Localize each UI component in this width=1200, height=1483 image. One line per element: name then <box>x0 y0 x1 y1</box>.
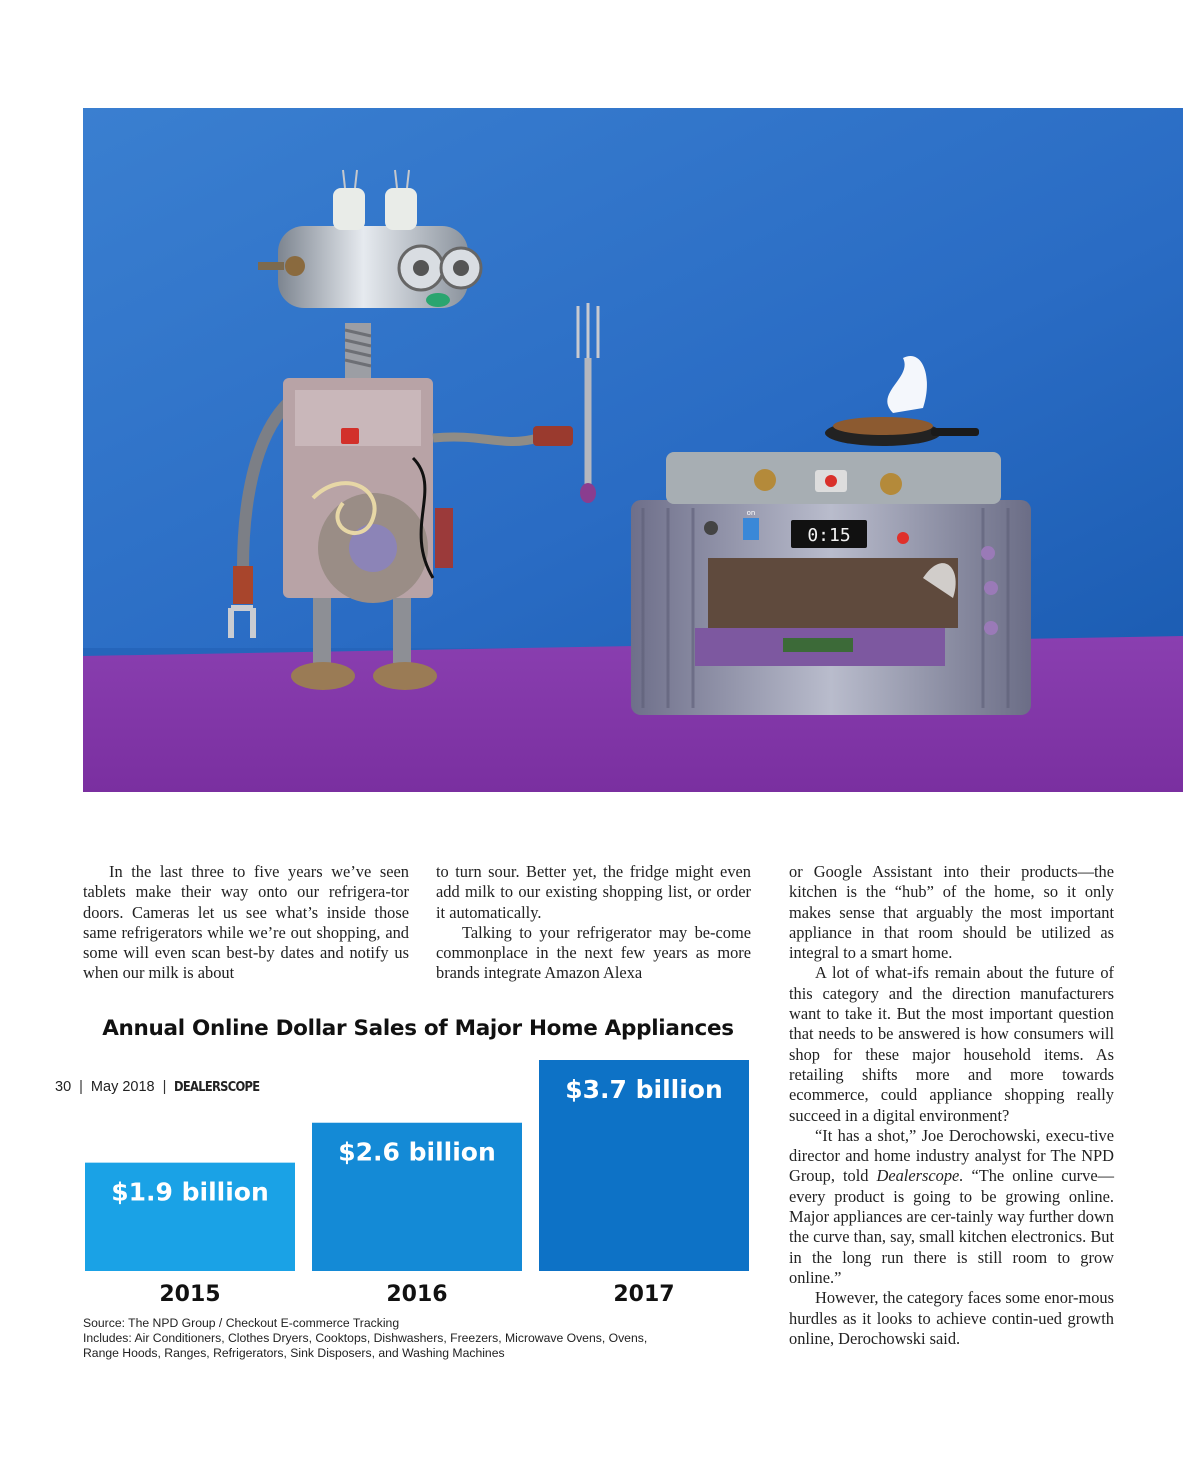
article-paragraph: However, the category faces some enor-mous hurdles as it looks to achieve contin-ued growth online, Derochowski said. <box>789 1288 1114 1348</box>
robot-kitchen-illustration <box>83 108 1183 792</box>
page-number: 30 <box>55 1079 72 1095</box>
bar-value-label: $2.6 billion <box>338 1137 496 1167</box>
article-paragraph-quote <box>789 1126 1114 1288</box>
x-tick-label: 2016 <box>386 1282 448 1307</box>
quote-text-b: “The online curve—every product is going to be growing online. Major appliances are cer-tainly way further down the curve than, say, small kitchen electronics. But in the long run there is still room to grow online.” <box>789 1166 1114 1287</box>
oven-timer-display: 0:15 <box>807 525 851 546</box>
x-tick-label: 2015 <box>159 1282 221 1307</box>
source-line: Source: The NPD Group / Checkout E-commerce Tracking <box>83 1316 400 1330</box>
chart-title: Annual Online Dollar Sales of Major Home Appliances <box>102 1016 734 1041</box>
article-paragraph: A lot of what-ifs remain about the future of this category and the direction manufacturers want to take it. But the most important question that needs to be answered is how consumers will shop for these major household items. As retailing shifts more and more towards ecommerce, could appliance shopping really succeed in a digital environment? <box>789 963 1114 1125</box>
chart-source-note <box>83 1316 763 1362</box>
includes-line-continued: Range Hoods, Ranges, Refrigerators, Sink Disposers, and Washing Machines <box>83 1346 505 1361</box>
footer-separator: | <box>79 1079 83 1095</box>
page-footer <box>55 1079 275 1095</box>
article-column-2 <box>436 862 751 984</box>
article-paragraph: to turn sour. Better yet, the fridge might even add milk to our existing shopping list, or order it automatically. <box>436 862 751 922</box>
article-column-3 <box>789 862 1114 1349</box>
quote-text-a: “It has a shot,” Joe Derochowski, execu-tive director and home industry analyst for The NPD Group, told <box>789 1125 1114 1186</box>
x-tick-label: 2017 <box>613 1282 675 1307</box>
oven-switch-label: on <box>746 509 756 517</box>
publication-name: Dealerscope. <box>876 1166 964 1186</box>
issue-date: May 2018 <box>90 1079 155 1095</box>
publication-logo: DEALERSCOPE <box>174 1079 260 1095</box>
article-paragraph: In the last three to five years we’ve seen tablets make their way onto our refrigera-tor doors. Cameras let us see what’s inside those same refrigerators while we’re out shopping, and some will even scan best-by dates and notify us when our milk is about <box>83 862 409 983</box>
footer-separator: | <box>162 1079 167 1095</box>
hero-photo <box>83 108 1183 792</box>
includes-line: Includes: Air Conditioners, Clothes Dryers, Cooktops, Dishwashers, Freezers, Microwave Ovens, Ovens, <box>83 1331 648 1346</box>
article-paragraph: Talking to your refrigerator may be-come commonplace in the next few years as more brands integrate Amazon Alexa <box>436 922 751 983</box>
bar-value-label: $1.9 billion <box>111 1177 269 1207</box>
bar-value-label: $3.7 billion <box>565 1075 723 1104</box>
article-column-1 <box>83 862 409 984</box>
article-paragraph: or Google Assistant into their products—the kitchen is the “hub” of the home, so it only makes sense that arguably the most important appliance in that room should be utilized as integral to a smart home. <box>789 862 1114 963</box>
